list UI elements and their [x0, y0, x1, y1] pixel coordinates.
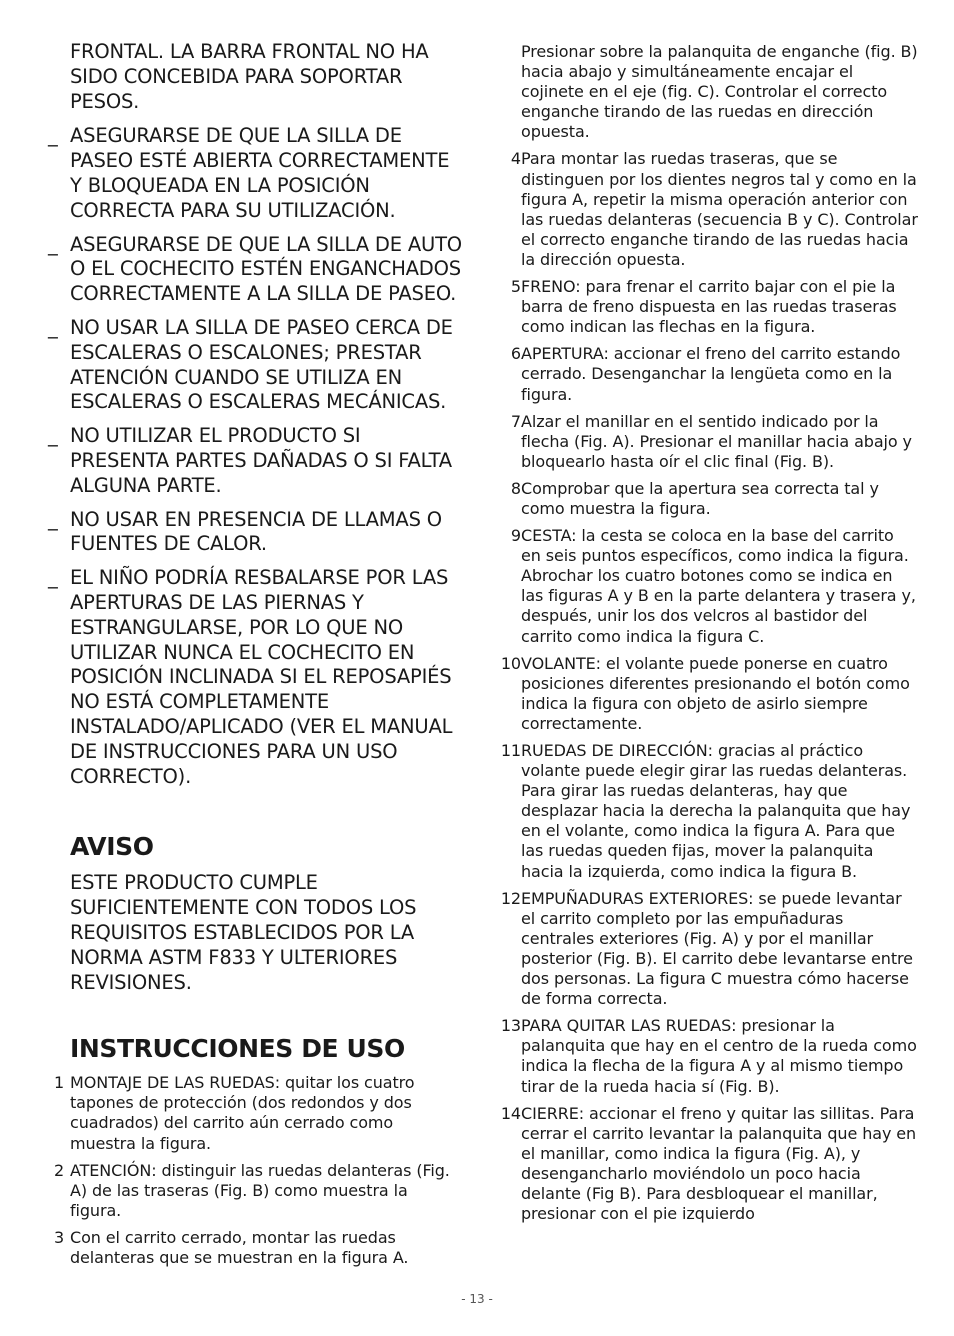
warning-text: ASEGURARSE DE QUE LA SILLA DE AUTO O EL COCHECITO ESTÉN ENGANCHADOS CORRECTAMENTE A LA SILLA DE PASEO. — [70, 232, 462, 306]
step-number: 12 — [500, 888, 521, 908]
step-text: CIERRE: accionar el freno y quitar las sillitas. Para cerrar el carrito levantar la palanquita que hay en el manillar, como indica la figura (Fig. A), y desengancharlo moviéndolo un poco hacia delante (Fig B). Para desbloquear el manillar, presionar con el pie izquierdo — [521, 1103, 917, 1224]
warning-continuation: FRONTAL. LA BARRA FRONTAL NO HA SIDO CONCEBIDA PARA SOPORTAR PESOS. — [70, 40, 429, 113]
instruction-step — [493, 479, 918, 519]
instruction-step — [48, 1228, 463, 1268]
warning-text: NO USAR LA SILLA DE PASEO CERCA DE ESCALERAS O ESCALONES; PRESTAR ATENCIÓN CUANDO SE UTILIZA EN ESCALERAS O ESCALERAS MECÁNICAS. — [70, 315, 453, 414]
instruction-step — [493, 889, 918, 1010]
instruction-step — [493, 1016, 918, 1096]
step-number: 13 — [500, 1016, 521, 1036]
warning-item — [48, 124, 463, 223]
step-number: 6 — [510, 344, 521, 364]
warning-text: NO USAR EN PRESENCIA DE LLAMAS O FUENTES DE CALOR. — [70, 507, 442, 556]
instruction-step — [48, 1073, 463, 1153]
instruction-step — [493, 344, 918, 404]
instruction-step — [493, 412, 918, 472]
step-text: ATENCIÓN: distinguir las ruedas delanteras (Fig. A) de las traseras (Fig. B) como muestra la figura. — [70, 1160, 450, 1220]
step-text: PARA QUITAR LAS RUEDAS: presionar la palanquita que hay en el centro de la rueda como indica la flecha de la figura A y al mismo tiempo tirar de la rueda hacia sí (Fig. B). — [521, 1016, 917, 1096]
page-number: - 13 - — [461, 1292, 493, 1306]
step-number: 9 — [510, 526, 521, 546]
warning-dash: _ — [48, 507, 58, 531]
instruction-step — [48, 1161, 463, 1221]
step-text: EMPUÑADURAS EXTERIORES: se puede levantar el carrito completo por las empuñaduras centrales exteriores (Fig. A) y por el manillar posterior (Fig. B). El carrito debe levantarse entre dos personas. La figura C muestra cómo hacerse de forma correcta. — [521, 888, 913, 1009]
instruction-step — [493, 526, 918, 647]
left-column — [48, 40, 463, 1275]
step-text: Con el carrito cerrado, montar las ruedas delanteras que se muestran en la figura A. — [70, 1227, 409, 1268]
warning-text: NO UTILIZAR EL PRODUCTO SI PRESENTA PARTES DAÑADAS O SI FALTA ALGUNA PARTE. — [70, 424, 452, 497]
warning-text: EL NIÑO PODRÍA RESBALARSE POR LAS APERTURAS DE LAS PIERNAS Y ESTRANGULARSE, POR LO QUE NO UTILIZAR NUNCA EL COCHECITO EN POSICIÓN INCLINADA SI EL REPOSAPIÉS NO ESTÁ COMPLETAMENTE INSTALADO/APLICADO (VER EL MANUAL DE INSTRUCCIONES PARA UN USO CORRECTO). — [70, 566, 453, 788]
step-text: Para montar las ruedas traseras, que se distinguen por los dientes negros tal y como en la figura A, repetir la misma operación anterior con las ruedas delanteras (secuencia B y C). Controlar el correcto enganche tirando de las ruedas hacia la dirección opuesta. — [521, 149, 918, 269]
warning-dash: _ — [48, 566, 58, 590]
warning-dash: _ — [48, 124, 58, 148]
instruction-step — [493, 277, 918, 337]
step-number: 11 — [500, 741, 521, 760]
step-number: 3 — [54, 1227, 65, 1247]
step-text: VOLANTE: el volante puede ponerse en cuatro posiciones diferentes presionando el botón como indica la figura con objeto de asirlo siempre correctamente. — [521, 653, 910, 733]
instruction-step — [493, 1104, 918, 1225]
step-number: 10 — [500, 653, 521, 673]
step-number: 2 — [54, 1160, 65, 1180]
step-text: Comprobar que la apertura sea correcta tal y como muestra la figura. — [521, 478, 879, 518]
warning-item — [48, 233, 463, 307]
warning-item — [48, 424, 463, 498]
warning-dash: _ — [48, 424, 58, 448]
instruction-step — [493, 149, 918, 270]
step-number: 14 — [500, 1103, 521, 1123]
warning-item — [48, 508, 463, 558]
step-text: CESTA: la cesta se coloca en la base del carrito en seis puntos específicos, como indica la figura. Abrochar los cuatro botones como se indica en las figuras A y B en la parte delantera y trasera y, después, unir los dos velcros al bastidor del carrito como indica la figura C. — [521, 526, 916, 646]
step-3-continuation: Presionar sobre la palanquita de enganche (fig. B) hacia abajo y simultáneamente encajar el cojinete en el eje (fig. C). Controlar el correcto enganche tirando de las ruedas en dirección opuesta. — [521, 42, 918, 142]
step-number: 1 — [54, 1073, 65, 1093]
step-text: Alzar el manillar en el sentido indicado por la flecha (Fig. A). Presionar el manillar hacia abajo y bloquearlo hasta oír el clic final (Fig. B). — [521, 411, 912, 471]
step-number: 8 — [510, 478, 521, 498]
warning-dash: _ — [48, 315, 58, 339]
warning-text: ASEGURARSE DE QUE LA SILLA DE PASEO ESTÉ ABIERTA CORRECTAMENTE Y BLOQUEADA EN LA POSICIÓN CORRECTA PARA SU UTILIZACIÓN. — [70, 124, 450, 222]
step-text: FRENO: para frenar el carrito bajar con el pie la barra de freno dispuesta en las ruedas traseras como indican las flechas en la figura. — [521, 277, 897, 337]
instructions-heading: INSTRUCCIONES DE USO — [70, 1034, 405, 1064]
step-number: 7 — [510, 411, 521, 431]
right-column — [493, 42, 918, 1231]
aviso-heading: AVISO — [70, 832, 154, 862]
warning-item — [48, 566, 463, 789]
warning-item — [48, 316, 463, 415]
step-text: APERTURA: accionar el freno del carrito estando cerrado. Desenganchar la lengüeta como en la figura. — [521, 344, 901, 404]
step-number: 5 — [510, 277, 521, 297]
instruction-step — [493, 654, 918, 734]
instruction-step — [493, 741, 918, 882]
warning-dash: _ — [48, 232, 58, 256]
step-text: RUEDAS DE DIRECCIÓN: gracias al práctico volante puede elegir girar las ruedas delanteras. Para girar las ruedas delanteras, hay que desplazar hacia la derecha la palanquita que hay en el volante, como indica la figura A. Para que las ruedas queden fijas, mover la palanquita hacia la izquierda, como indica la figura B. — [521, 741, 911, 881]
step-text: MONTAJE DE LAS RUEDAS: quitar los cuatro tapones de protección (dos redondos y dos cuadrados) del carrito aún cerrado como muestra la figura. — [70, 1073, 415, 1153]
aviso-text: ESTE PRODUCTO CUMPLE SUFICIENTEMENTE CON TODOS LOS REQUISITOS ESTABLECIDOS POR LA NORMA ASTM F833 Y ULTERIORES REVISIONES. — [70, 871, 417, 994]
step-number: 4 — [510, 149, 521, 169]
